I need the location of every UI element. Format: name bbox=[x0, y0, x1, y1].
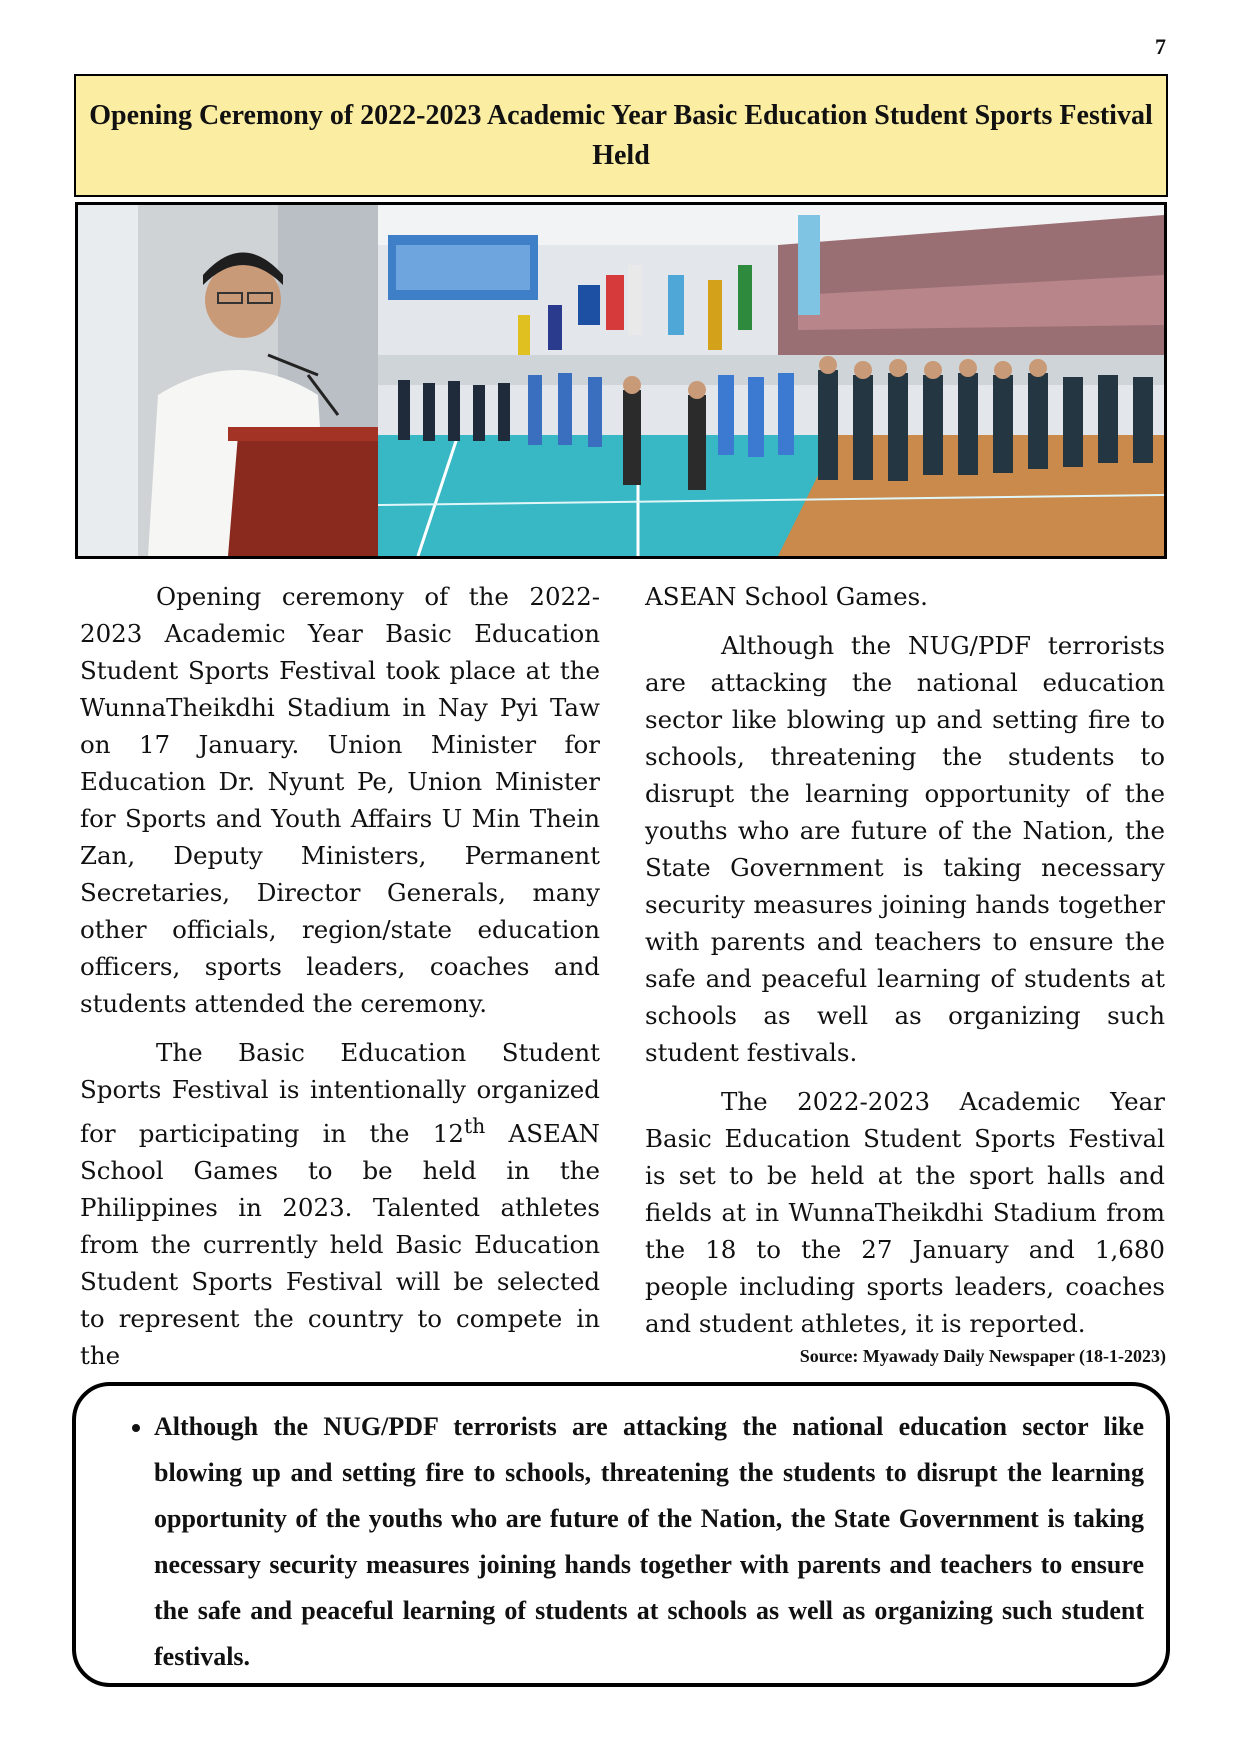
page-number: 7 bbox=[1155, 34, 1166, 59]
stadium-image bbox=[378, 205, 1164, 556]
ceremony-photo bbox=[75, 202, 1167, 559]
callout-box bbox=[72, 1382, 1170, 1687]
article-right-column bbox=[645, 578, 1165, 1354]
article-headline: Opening Ceremony of 2022-2023 Academic Year Basic Education Student Sports Festival Held bbox=[89, 99, 1153, 171]
paragraph-2-text-start: The Basic Education Student Sports Festival is intentionally organized for participating in the 12 bbox=[80, 1038, 600, 1149]
article-paragraph-2 bbox=[80, 1034, 600, 1374]
article-paragraph-3: Although the NUG/PDF terrorists are attacking the national education sector like blowing up and setting fire to schools, threatening the students to disrupt the learning opportunity of the youths who are future of the Nation, the State Government is taking necessary security measures joining hands together with parents and teachers to ensure the safe and peaceful learning of students at schools as well as organizing such student festivals. bbox=[645, 631, 1165, 1067]
headline-box bbox=[74, 74, 1168, 197]
paragraph-2-text-end: ASEAN School Games to be held in the Philippines in 2023. Talented athletes from the currently held Basic Education Student Sports Festival will be selected to represent the country to compete in the bbox=[80, 1119, 600, 1371]
callout-list bbox=[128, 1404, 1144, 1680]
article-source: Source: Myawady Daily Newspaper (18-1-2023) bbox=[799, 1346, 1166, 1366]
speaker-image bbox=[78, 205, 378, 556]
article-paragraph-4: The 2022-2023 Academic Year Basic Education Student Sports Festival is set to be held at the sport halls and fields at in WunnaTheikdhi Stadium from the 18 to the 27 January and 1,680 people including sports leaders, coaches and student athletes, it is reported. bbox=[645, 1087, 1165, 1338]
article-paragraph-2-continued: ASEAN School Games. bbox=[645, 582, 928, 611]
article-left-column bbox=[80, 578, 600, 1386]
callout-bullet: • Although the NUG/PDF terrorists are attacking the national education sector like blowing up and setting fire to schools, threatening the students to disrupt the learning opportunity of the youths who are future of the Nation, the State Government is taking necessary security measures joining hands together with parents and teachers to ensure the safe and peaceful learning of students at schools as well as organizing such student festivals. bbox=[154, 1404, 1144, 1680]
ordinal-superscript: th bbox=[463, 1114, 486, 1138]
article-paragraph-1: Opening ceremony of the 2022-2023 Academic Year Basic Education Student Sports Festival took place at the WunnaTheikdhi Stadium in Nay Pyi Taw on 17 January. Union Minister for Education Dr. Nyunt Pe, Union Minister for Sports and Youth Affairs U Min Thein Zan, Deputy Ministers, Permanent Secretaries, Director Generals, many other officials, region/state education officers, sports leaders, coaches and students attended the ceremony. bbox=[80, 582, 600, 1018]
